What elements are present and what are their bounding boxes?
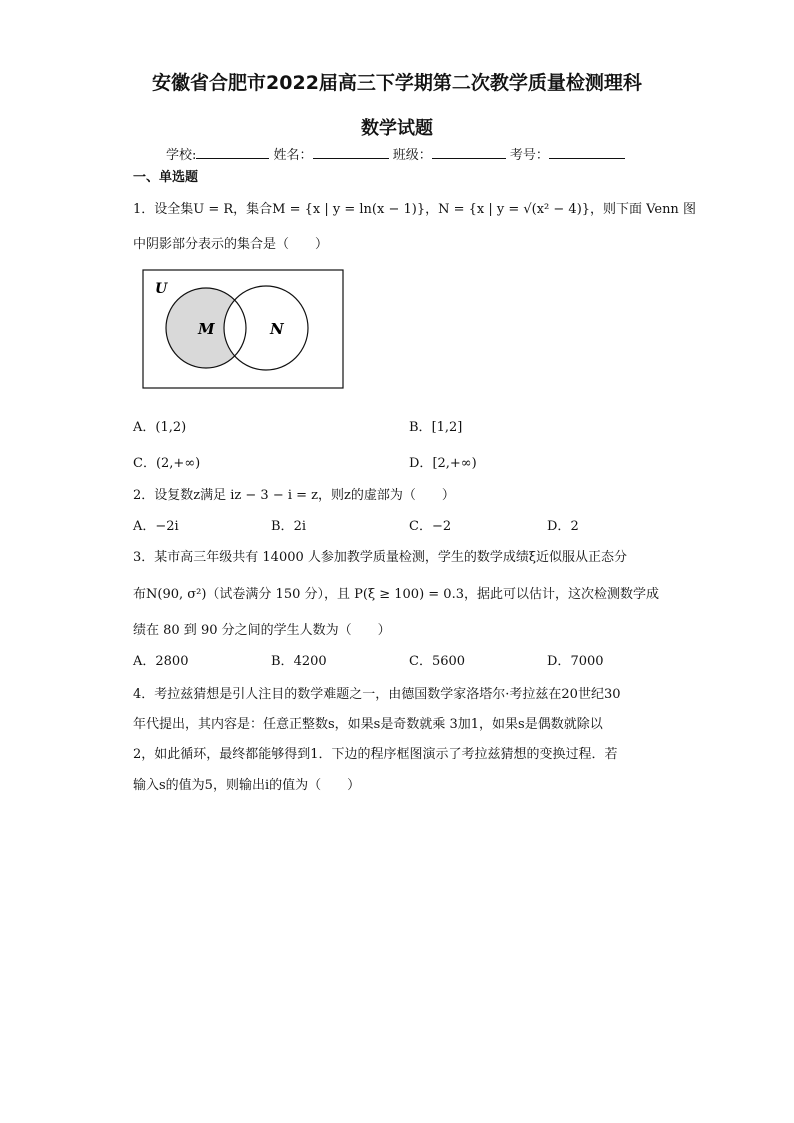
q3-stem-line3: 绩在 80 到 90 分之间的学生人数为（ ） xyxy=(133,623,391,638)
name-blank[interactable] xyxy=(313,146,389,159)
section-heading: 一、单选题 xyxy=(133,170,199,185)
class-label: 班级： xyxy=(392,148,432,163)
name-label: 姓名： xyxy=(273,148,313,163)
q2-stem: 2．设复数z满足 iz − 3 − i = z，则z的虚部为（ ） xyxy=(133,488,455,503)
class-blank[interactable] xyxy=(432,146,506,159)
page-title: 安徽省合肥市2022届高三下学期第二次教学质量检测理科 xyxy=(152,72,642,94)
q1-option-b[interactable]: B．[1,2] xyxy=(409,420,463,435)
school-blank[interactable] xyxy=(196,146,269,159)
label-n: N xyxy=(270,320,284,338)
label-m: M xyxy=(198,320,215,338)
q3-option-d[interactable]: D．7000 xyxy=(547,654,604,669)
q4-stem-line4: 输入s的值为5，则输出i的值为（ ） xyxy=(133,778,361,793)
q1-stem-line2: 中阴影部分表示的集合是（ ） xyxy=(133,237,329,252)
q3-option-b[interactable]: B．4200 xyxy=(271,654,327,669)
page-subtitle: 数学试题 xyxy=(361,118,433,139)
q2-option-b[interactable]: B．2i xyxy=(271,519,306,534)
q1-option-a[interactable]: A．(1,2) xyxy=(133,420,187,435)
exam-no-label: 考号： xyxy=(509,148,549,163)
q1-option-c[interactable]: C．(2,+∞) xyxy=(133,456,201,471)
q4-stem-line3: 2，如此循环，最终都能够得到1．下边的程序框图演示了考拉兹猜想的变换过程．若 xyxy=(133,747,618,762)
q2-option-a[interactable]: A．−2i xyxy=(133,519,179,534)
school-label: 学校: xyxy=(166,148,197,163)
q4-stem-line1: 4．考拉兹猜想是引人注目的数学难题之一，由德国数学家洛塔尔·考拉兹在20世纪30 xyxy=(133,687,621,702)
exam-no-blank[interactable] xyxy=(549,146,625,159)
venn-diagram xyxy=(142,269,346,391)
q1-option-d[interactable]: D．[2,+∞) xyxy=(409,456,477,471)
student-info-row xyxy=(166,144,625,163)
label-u: U xyxy=(155,281,168,297)
q2-option-c[interactable]: C．−2 xyxy=(409,519,452,534)
q3-option-c[interactable]: C．5600 xyxy=(409,654,466,669)
q3-stem-line2: 布N(90, σ²)（试卷满分 150 分），且 P(ξ ≥ 100) = 0.3，据此可以估计，这次检测数学成 xyxy=(133,587,659,602)
q3-option-a[interactable]: A．2800 xyxy=(133,654,189,669)
q3-stem-line1: 3．某市高三年级共有 14000 人参加教学质量检测，学生的数学成绩ξ近似服从正态分 xyxy=(133,550,628,565)
q4-stem-line2: 年代提出，其内容是：任意正整数s，如果s是奇数就乘 3加1，如果s是偶数就除以 xyxy=(133,717,603,732)
q1-stem-line1: 1．设全集U = R，集合M = {x | y = ln(x − 1)}，N = {x | y = √(x² − 4)}，则下面 Venn 图 xyxy=(133,202,696,217)
q2-option-d[interactable]: D．2 xyxy=(547,519,579,534)
